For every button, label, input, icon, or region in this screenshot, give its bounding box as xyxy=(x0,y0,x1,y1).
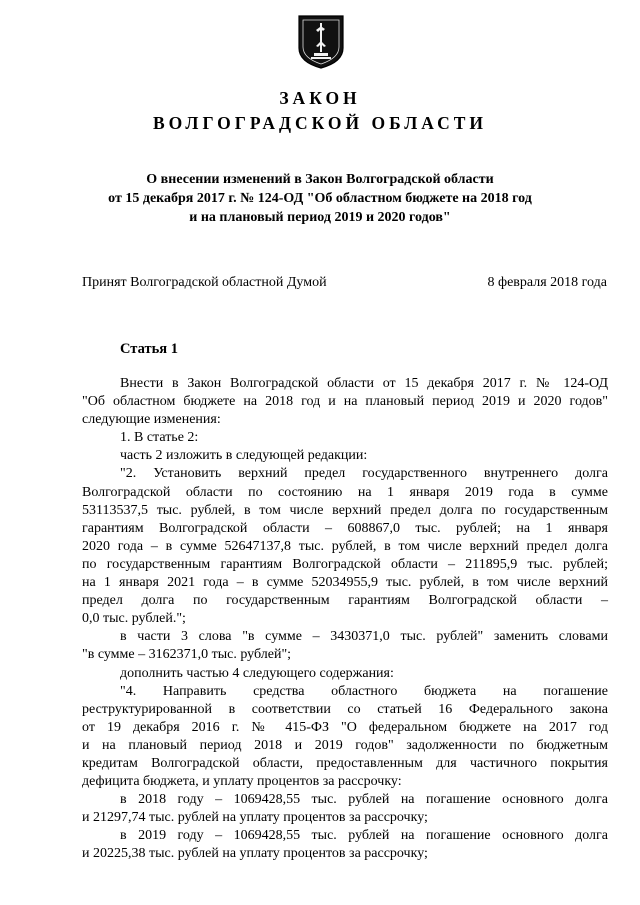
text-line: 2020 года – в сумме 52647137,8 тыс. рублей, в том числе верхний предел долга xyxy=(82,538,608,554)
text-line: и на плановый период 2018 и 2019 годов" задолженности по бюджетным xyxy=(82,737,608,753)
text-line: в 2019 году – 1069428,55 тыс. рублей на погашение основного долга xyxy=(120,828,608,844)
text-line: следующие изменения: xyxy=(82,412,221,428)
adoption-date: 8 февраля 2018 года xyxy=(487,275,607,290)
law-subtitle-line-1: О внесении изменений в Закон Волгоградской области xyxy=(146,172,494,187)
text-line: в части 3 слова "в сумме – 3430371,0 тыс. рублей" заменить словами xyxy=(120,629,608,645)
law-subtitle-line-2: от 15 декабря 2017 г. № 124-ОД "Об областном бюджете на 2018 год xyxy=(108,191,532,206)
text-line: "4. Направить средства областного бюджета на погашение xyxy=(120,683,608,699)
text-line: Внести в Закон Волгоградской области от 15 декабря 2017 г. № 124-ОД xyxy=(120,376,608,391)
text-line: дефицита бюджета, и уплату процентов за рассрочку: xyxy=(82,774,402,790)
text-line: от 19 декабря 2016 г. № 415-ФЗ "О федеральном бюджете на 2017 год xyxy=(82,719,608,735)
text-line: по государственным гарантиям Волгоградской области – 211895,9 тыс. рублей; xyxy=(82,556,608,572)
volgograd-oblast-coat-of-arms-icon xyxy=(297,14,345,70)
text-line: в 2018 году – 1069428,55 тыс. рублей на погашение основного долга xyxy=(120,792,608,808)
text-line: 0,0 тыс. рублей."; xyxy=(82,611,186,627)
law-title: ЗАКОН xyxy=(279,88,361,108)
article-body xyxy=(82,375,608,864)
text-line: 53113537,5 тыс. рублей, в том числе верхний предел долга по государственным xyxy=(82,502,608,518)
text-line: на 1 января 2021 года – в сумме 52034955,9 тыс. рублей, в том числе верхний xyxy=(82,575,608,591)
text-line: часть 2 изложить в следующей редакции: xyxy=(120,448,368,464)
text-line: кредитам Волгоградской области, предоставленным для частичного покрытия xyxy=(82,755,608,771)
text-line: 1. В статье 2: xyxy=(120,430,199,446)
text-line: и 21297,74 тыс. рублей на уплату процентов за рассрочку; xyxy=(82,810,428,826)
text-line: реструктурированной в соответствии со статьей 16 Федерального закона xyxy=(82,701,608,717)
law-subtitle-line-3: и на плановый период 2019 и 2020 годов" xyxy=(189,210,451,225)
adopted-by-body: Принят Волгоградской областной Думой xyxy=(82,275,327,290)
text-line: гарантиям Волгоградской области – 608867,0 тыс. рублей; на 1 января xyxy=(82,520,608,536)
text-line: "в сумме – 3162371,0 тыс. рублей"; xyxy=(82,647,292,663)
text-line: предел долга по государственным гарантиям Волгоградской области – xyxy=(82,593,608,609)
law-region-title: ВОЛГОГРАДСКОЙ ОБЛАСТИ xyxy=(153,113,487,133)
text-line: Волгоградской области по состоянию на 1 января 2019 года в сумме xyxy=(82,484,608,500)
text-line: "2. Установить верхний предел государственного внутреннего долга xyxy=(120,466,608,482)
article-heading: Статья 1 xyxy=(120,341,178,357)
text-line: "Об областном бюджете на 2018 год и на плановый период 2019 и 2020 годов" xyxy=(82,394,608,410)
text-line: дополнить частью 4 следующего содержания: xyxy=(120,665,394,681)
text-line: и 20225,38 тыс. рублей на уплату процентов за рассрочку; xyxy=(82,846,428,862)
